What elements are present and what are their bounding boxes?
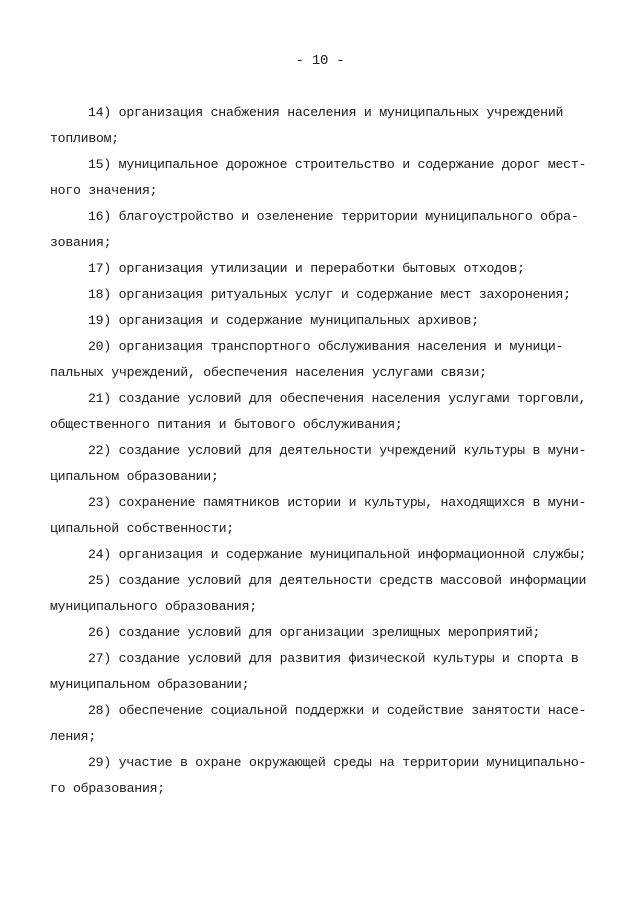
list-item-19 (50, 308, 602, 334)
list-item-line: 18) организация ритуальных услуг и содержание мест захоронения; (88, 287, 571, 302)
list-item-line: 16) благоустройство и озеленение территории муниципального обра- (88, 209, 579, 224)
list-item-line: пальных учреждений, обеспечения населения услугами связи; (50, 365, 487, 380)
list-item-line: 21) создание условий для обеспечения населения услугами торговли, (88, 391, 587, 406)
list-item-line: ципальном образовании; (50, 469, 219, 484)
list-item-line: ципальной собственности; (50, 521, 234, 536)
list-item-26 (50, 620, 602, 646)
list-item-line: топливом; (50, 131, 119, 146)
list-item-22 (50, 438, 602, 490)
list-item-line: 24) организация и содержание муниципальной информационной службы; (88, 547, 587, 562)
list-item-14 (50, 100, 602, 152)
list-item-25 (50, 568, 602, 620)
list-item-line: 29) участие в охране окружающей среды на территории муниципально- (88, 755, 587, 770)
list-item-line: 28) обеспечение социальной поддержки и содействие занятости насе- (88, 703, 587, 718)
list-item-15 (50, 152, 602, 204)
page-number: - 10 - (295, 53, 345, 69)
list-item-line: зования; (50, 235, 112, 250)
list-item-27 (50, 646, 602, 698)
list-item-line: муниципальном образовании; (50, 677, 250, 692)
list-item-line: 25) создание условий для деятельности средств массовой информации (88, 573, 587, 588)
list-item-line: 20) организация транспортного обслуживания населения и муници- (88, 339, 564, 354)
list-item-line: 17) организация утилизации и переработки бытовых отходов; (88, 261, 525, 276)
list-item-20 (50, 334, 602, 386)
list-item-18 (50, 282, 602, 308)
list-item-16 (50, 204, 602, 256)
list-item-line: 15) муниципальное дорожное строительство и содержание дорог мест- (88, 157, 587, 172)
list-item-line: 26) создание условий для организации зрелищных мероприятий; (88, 625, 541, 640)
list-item-line: 19) организация и содержание муниципальных архивов; (88, 313, 479, 328)
list-item-line: ления; (50, 729, 96, 744)
list-item-line: 22) создание условий для деятельности учреждений культуры в муни- (88, 443, 587, 458)
list-item-28 (50, 698, 602, 750)
list-item-29 (50, 750, 602, 802)
document-body (50, 100, 602, 802)
list-item-21 (50, 386, 602, 438)
list-item-line: 23) сохранение памятников истории и культуры, находящихся в муни- (88, 495, 587, 510)
list-item-line: муниципального образования; (50, 599, 257, 614)
list-item-24 (50, 542, 602, 568)
list-item-line: го образования; (50, 781, 165, 796)
list-item-line: общественного питания и бытового обслуживания; (50, 417, 403, 432)
list-item-17 (50, 256, 602, 282)
list-item-line: 14) организация снабжения населения и муниципальных учреждений (88, 105, 564, 120)
list-item-23 (50, 490, 602, 542)
list-item-line: ного значения; (50, 183, 158, 198)
list-item-line: 27) создание условий для развития физической культуры и спорта в (88, 651, 579, 666)
